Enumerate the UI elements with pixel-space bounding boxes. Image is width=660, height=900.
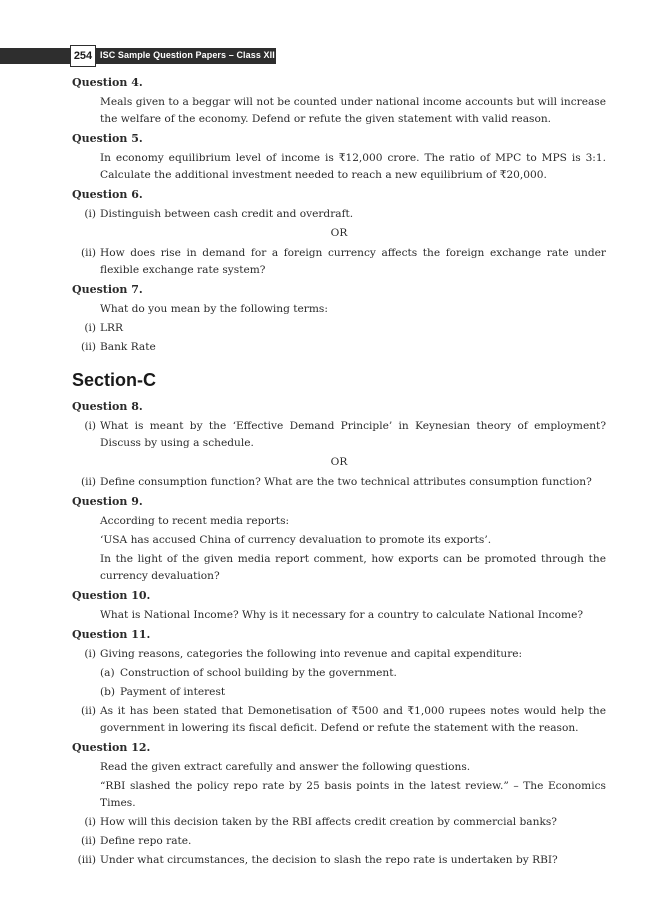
part-text: Giving reasons, categories the following into revenue and capital expenditure:	[100, 648, 523, 660]
subpart-text: Construction of school building by the government.	[120, 667, 397, 679]
part-number: (i)	[84, 816, 96, 828]
running-header	[0, 48, 276, 64]
part-text: LRR	[100, 322, 123, 334]
question-7-text: What do you mean by the following terms:	[100, 303, 328, 315]
part-number: (iii)	[77, 854, 96, 866]
question-8-heading: Question 8.	[72, 400, 143, 413]
question-12-part-i	[72, 814, 606, 831]
question-11-part-ii	[72, 703, 606, 737]
question-12-heading: Question 12.	[72, 741, 151, 754]
question-6-heading: Question 6.	[72, 188, 143, 201]
part-number: (i)	[84, 208, 96, 220]
question-8-part-i	[72, 418, 606, 452]
question-7-heading: Question 7.	[72, 283, 143, 296]
question-12-paragraph-1: Read the given extract carefully and answer the following questions.	[100, 761, 471, 773]
part-number: (ii)	[80, 341, 96, 353]
question-10-text: What is National Income? Why is it necessary for a country to calculate National Income?	[100, 609, 584, 621]
or-divider: OR	[330, 456, 348, 468]
question-6-part-ii	[72, 245, 606, 279]
question-10-heading: Question 10.	[72, 589, 151, 602]
part-number: (ii)	[80, 835, 96, 847]
part-text: Bank Rate	[100, 341, 156, 353]
part-text: As it has been stated that Demonetisation of ₹500 and ₹1,000 rupees notes would help the government in lowering its fiscal deficit. Defend or refute the statement with the reason.	[100, 705, 606, 734]
part-number: (ii)	[80, 705, 96, 717]
question-7-part-ii	[72, 339, 606, 356]
question-6-part-i	[72, 206, 606, 223]
question-8-part-ii	[72, 474, 606, 491]
part-text: Distinguish between cash credit and overdraft.	[100, 208, 354, 220]
header-title: ISC Sample Question Papers – Class XII	[100, 50, 275, 60]
part-number: (ii)	[80, 476, 96, 488]
part-text: Define repo rate.	[100, 835, 192, 847]
part-number: (ii)	[80, 247, 96, 259]
part-text: Define consumption function? What are the two technical attributes consumption function?	[100, 476, 592, 488]
question-9-paragraph-2: ‘USA has accused China of currency devaluation to promote its exports’.	[100, 534, 492, 546]
question-12-part-iii	[72, 852, 606, 869]
part-number: (i)	[84, 420, 96, 432]
part-text: How does rise in demand for a foreign currency affects the foreign exchange rate under flexible exchange rate system?	[100, 247, 606, 276]
page-content	[72, 72, 606, 871]
part-text: What is meant by the ‘Effective Demand Principle’ in Keynesian theory of employment? Discuss by using a schedule.	[100, 420, 606, 449]
part-number: (i)	[84, 322, 96, 334]
part-text: How will this decision taken by the RBI affects credit creation by commercial banks?	[100, 816, 557, 828]
question-5-heading: Question 5.	[72, 132, 143, 145]
part-text: Under what circumstances, the decision to slash the repo rate is undertaken by RBI?	[100, 854, 558, 866]
question-9-paragraph-1: According to recent media reports:	[100, 515, 290, 527]
question-11-subpart-a	[72, 665, 606, 682]
question-12-quote: “RBI slashed the policy repo rate by 25 basis points in the latest review.” – The Economics Times.	[100, 780, 606, 809]
question-9-paragraph-3: In the light of the given media report comment, how exports can be promoted through the currency devaluation?	[100, 553, 606, 582]
subpart-letter: (a)	[100, 667, 115, 679]
question-4-heading: Question 4.	[72, 76, 143, 89]
question-11-heading: Question 11.	[72, 628, 151, 641]
or-divider: OR	[330, 227, 348, 239]
question-4-text: Meals given to a beggar will not be counted under national income accounts but will increase the welfare of the economy. Defend or refute the given statement with valid reason.	[100, 96, 606, 125]
subpart-letter: (b)	[100, 686, 116, 698]
part-number: (i)	[84, 648, 96, 660]
question-7-part-i	[72, 320, 606, 337]
question-9-heading: Question 9.	[72, 495, 143, 508]
question-11-subpart-b	[72, 684, 606, 701]
page-number: 254	[70, 45, 96, 67]
subpart-text: Payment of interest	[120, 686, 226, 698]
question-12-part-ii	[72, 833, 606, 850]
section-c-heading: Section-C	[72, 370, 157, 390]
question-11-part-i	[72, 646, 606, 663]
question-5-text: In economy equilibrium level of income is ₹12,000 crore. The ratio of MPC to MPS is 3:1. Calculate the additional investment needed to reach a new equilibrium of ₹20,000.	[100, 152, 606, 181]
